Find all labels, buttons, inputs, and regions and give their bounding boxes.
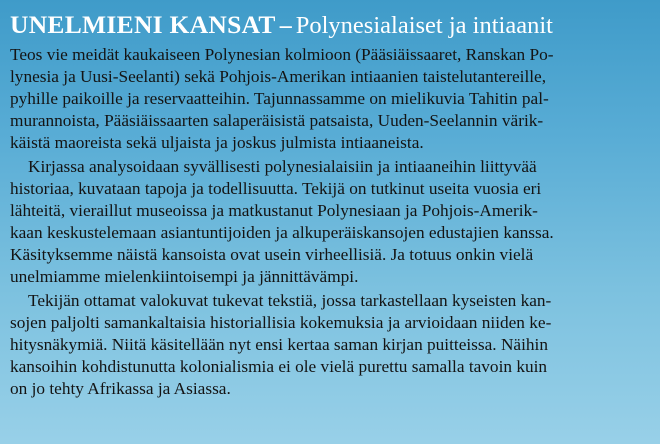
text-line: murannoista, Pääsiäissaarten salaperäisistä patsaista, Uuden-Seelannin värik- xyxy=(10,111,544,130)
title xyxy=(10,10,648,40)
text-line: Teos vie meidät kaukaiseen Polynesian kolmioon (Pääsiäissaaret, Ranskan Po- xyxy=(10,45,554,64)
text-line: kansoihin kohdistunutta kolonialismia ei ole vielä purettu samalla tavoin kuin xyxy=(10,357,548,376)
paragraph-3 xyxy=(10,290,648,400)
text-line: Tekijän ottamat valokuvat tukevat tekstiä, jossa tarkastellaan kyseisten kan- xyxy=(28,291,552,310)
text-line: on jo tehty Afrikassa ja Asiassa. xyxy=(10,379,231,398)
text-line: lynesia ja Uusi-Seelanti) sekä Pohjois-Amerikan intiaanien taistelutantereille, xyxy=(10,67,547,86)
paragraph-1 xyxy=(10,44,648,154)
text-line: Käsityksemme näistä kansoista ovat usein virheellisiä. Ja totuus onkin vielä xyxy=(10,245,534,264)
paragraph-2 xyxy=(10,156,648,288)
text-line: lähteitä, vieraillut museoissa ja matkustanut Polynesiaan ja Pohjois-Amerik- xyxy=(10,201,538,220)
title-dash: – xyxy=(279,13,292,39)
text-line: kaan keskustelemaan asiantuntijoiden ja alkuperäiskansojen edustajien kanssa. xyxy=(10,223,554,242)
text-line: sojen paljolti samankaltaisia historiallisia kokemuksia ja arvioidaan niiden ke- xyxy=(10,313,552,332)
text-line: hitysnäkymiä. Niitä käsitellään nyt ensi kertaa saman kirjan puitteissa. Näihin xyxy=(10,335,548,354)
text-line: pyhille paikoille ja reservaatteihin. Tajunnassamme on mielikuvia Tahitin pal- xyxy=(10,89,549,108)
text-line: unelmiamme mielenkiintoisempi ja jännittävämpi. xyxy=(10,267,359,286)
text-line: käistä maoreista sekä uljaista ja joskus julmista intiaaneista. xyxy=(10,133,424,152)
text-line: Kirjassa analysoidaan syvällisesti polynesialaisiin ja intiaaneihin liittyvää xyxy=(28,157,537,176)
text-line: historiaa, kuvataan tapoja ja todellisuutta. Tekijä on tutkinut useita vuosia eri xyxy=(10,179,542,198)
title-subtitle: Polynesialaiset ja intiaanit xyxy=(295,12,553,39)
title-main: UNELMIENI KANSAT xyxy=(10,10,276,39)
